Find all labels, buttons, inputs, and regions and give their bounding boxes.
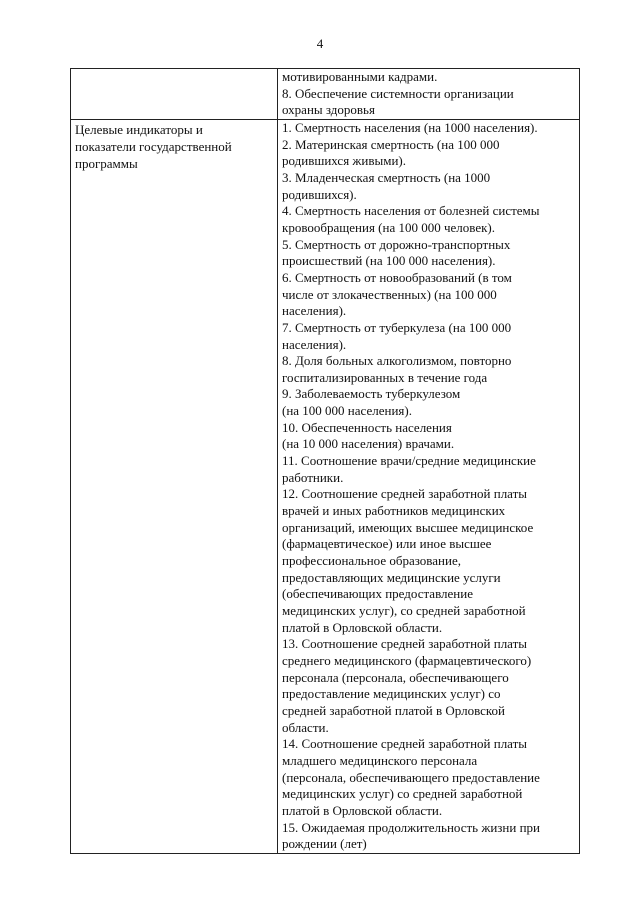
table-cell-label <box>71 120 278 853</box>
program-passport-table <box>70 68 580 854</box>
value-line: медицинских услуг), со средней заработной <box>282 603 526 618</box>
value-line: населения). <box>282 303 347 319</box>
value-line: персонала (персонала, обеспечивающего <box>282 669 509 685</box>
table-cell-label <box>71 69 278 119</box>
label-line: программы <box>75 155 138 171</box>
value-line: 7. Смертность от туберкулеза (на 100 000 <box>282 319 512 335</box>
value-line: 8. Доля больных алкоголизмом, повторно <box>282 353 512 369</box>
value-line: населения). <box>282 336 347 352</box>
table-cell-value <box>278 120 579 853</box>
value-line: 5. Смертность от дорожно-транспортных <box>282 236 511 252</box>
value-line: (на 10 000 населения) врачами. <box>282 436 455 452</box>
value-line: рождении (лет) <box>282 836 367 852</box>
value-line: профессиональное образование, <box>282 553 461 569</box>
value-line: 13. Соотношение средней заработной платы <box>282 636 528 652</box>
value-line: госпитализированных в течение года <box>282 369 488 385</box>
value-line: (обеспечивающих предоставление <box>282 586 473 602</box>
table-row <box>71 69 579 119</box>
value-line: платой в Орловской области. <box>282 802 443 818</box>
value-line: младшего медицинского персонала <box>282 752 478 768</box>
value-line: области. <box>282 719 329 735</box>
table-row <box>71 119 579 853</box>
value-line: родившихся живыми). <box>282 153 407 169</box>
value-line: медицинских услуг) со средней заработной <box>282 786 523 802</box>
value-line: врачей и иных работников медицинских <box>282 503 506 519</box>
table-cell-value <box>278 69 579 119</box>
value-line: 1. Смертность населения (на 1000 населения). <box>282 119 538 135</box>
page-number: 4 <box>316 36 324 51</box>
value-line: мотивированными кадрами. <box>282 69 438 84</box>
value-line: работники. <box>282 469 344 485</box>
value-line: 3. Младенческая смертность (на 1000 <box>282 169 491 185</box>
value-line: 11. Соотношение врачи/средние медицинские <box>282 453 536 469</box>
value-line: организаций, имеющих высшее медицинское <box>282 519 534 535</box>
value-line: 2. Материнская смертность (на 100 000 <box>282 136 500 152</box>
label-line: Целевые индикаторы и <box>75 121 203 137</box>
value-line: родившихся). <box>282 186 357 202</box>
value-line: 8. Обеспечение системности организации <box>282 85 514 101</box>
value-line: среднего медицинского (фармацевтического) <box>282 652 532 668</box>
value-line: происшествий (на 100 000 населения). <box>282 253 496 269</box>
value-line: 12. Соотношение средней заработной платы <box>282 486 528 502</box>
value-line: платой в Орловской области. <box>282 619 443 635</box>
label-line: показатели государственной <box>75 138 232 154</box>
value-line: средней заработной платой в Орловской <box>282 702 506 718</box>
value-line: (фармацевтическое) или иное высшее <box>282 536 492 552</box>
value-line: 10. Обеспеченность населения <box>282 419 452 435</box>
value-line: 6. Смертность от новообразований (в том <box>282 269 512 285</box>
value-line: предоставляющих медицинские услуги <box>282 569 501 585</box>
value-line: кровообращения (на 100 000 человек). <box>282 219 496 235</box>
value-line: предоставление медицинских услуг) со <box>282 686 501 702</box>
value-line: 4. Смертность населения от болезней системы <box>282 203 540 219</box>
value-line: 15. Ожидаемая продолжительность жизни при <box>282 819 541 835</box>
value-line: (на 100 000 населения). <box>282 403 412 419</box>
value-line: 14. Соотношение средней заработной платы <box>282 736 528 752</box>
value-line: 9. Заболеваемость туберкулезом <box>282 386 461 402</box>
value-line: (персонала, обеспечивающего предоставление <box>282 769 540 785</box>
value-line: числе от злокачественных) (на 100 000 <box>282 286 497 302</box>
value-line: охраны здоровья <box>282 102 375 118</box>
